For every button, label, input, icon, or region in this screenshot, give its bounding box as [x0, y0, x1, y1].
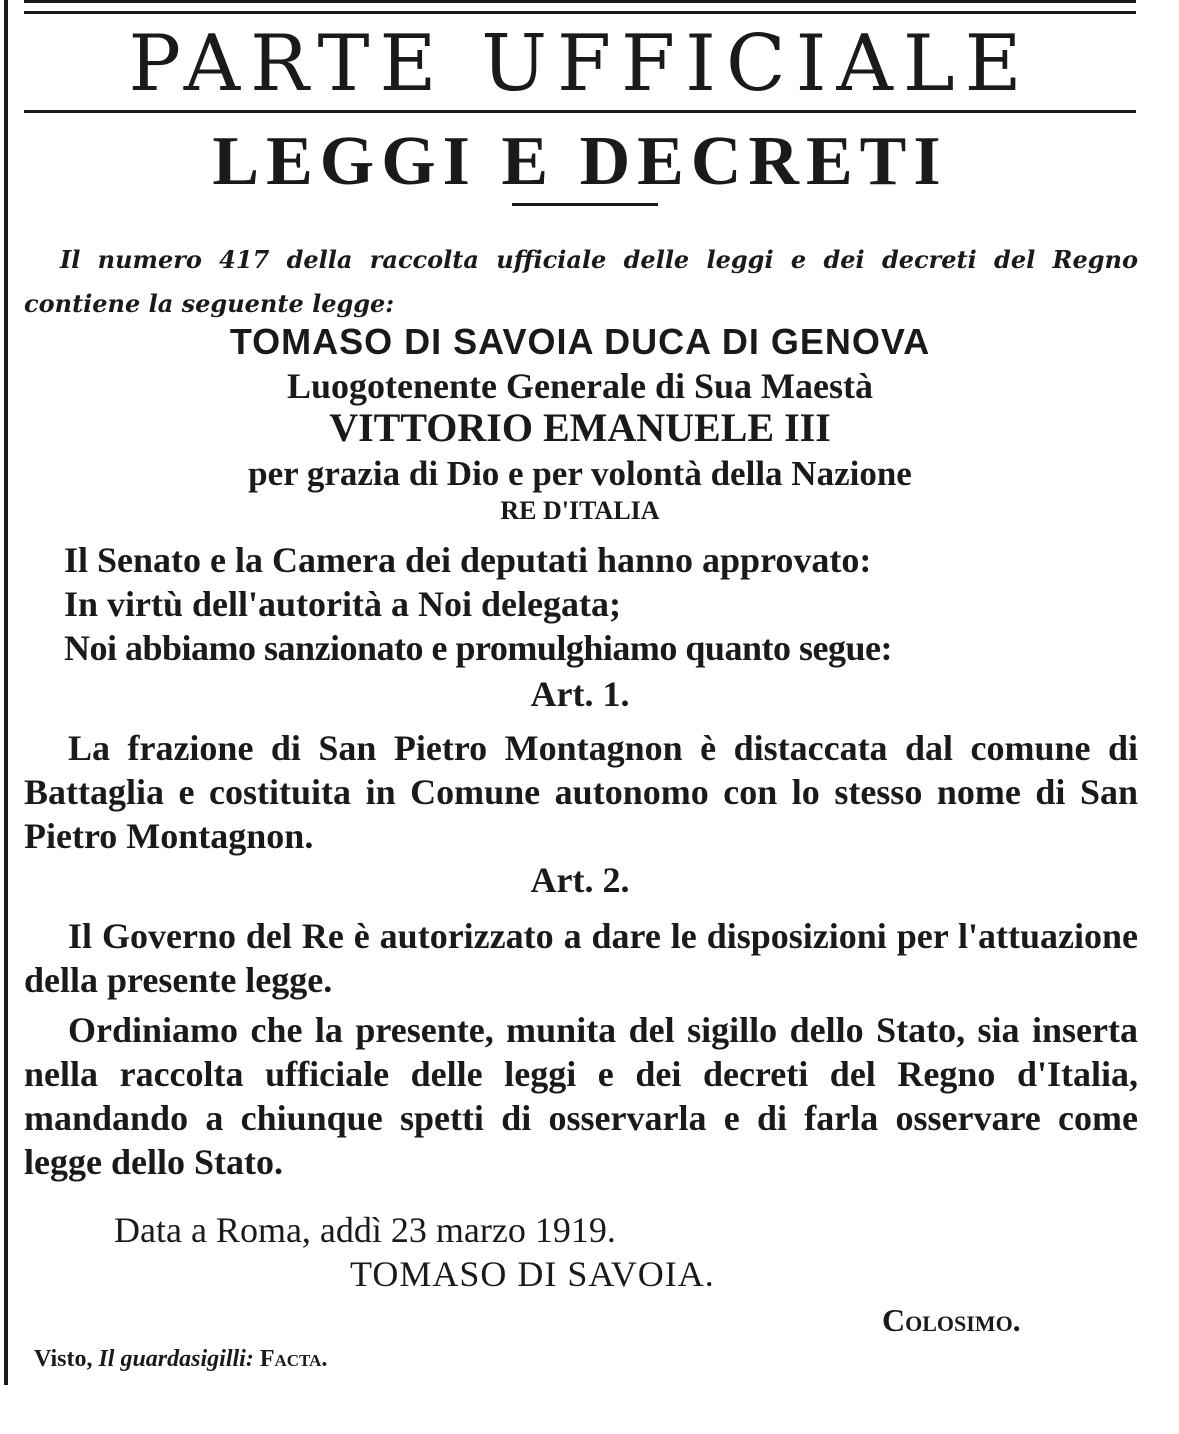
date-line: Data a Roma, addì 23 marzo 1919. — [114, 1210, 616, 1250]
article-1-text: La frazione di San Pietro Montagnon è distaccata dal comune di Battaglia e costituita in Comune autonomo con lo stesso nome di San Pietro Montagnon. — [24, 728, 1138, 856]
left-column-rule — [4, 0, 8, 1385]
regent-name: TOMASO DI SAVOIA DUCA DI GENOVA — [229, 321, 931, 362]
visa-role: Il guardasigilli: — [98, 1346, 254, 1372]
section-title: PARTE UFFICIALE — [128, 19, 1032, 109]
intro-paragraph: Il numero 417 della raccolta ufficiale delle leggi e dei decreti del Regno contiene la seguente legge: — [24, 245, 1138, 318]
king-name: VITTORIO EMANUELE III — [329, 405, 831, 450]
countersignature: Colosimo. — [882, 1302, 1021, 1338]
article-1-heading: Art. 1. — [530, 674, 630, 714]
visa-line — [34, 1342, 327, 1376]
signature: TOMASO DI SAVOIA. — [350, 1254, 715, 1294]
title-rule — [24, 110, 1136, 113]
article-2-text: Il Governo del Re è autorizzato a dare le disposizioni per l'attuazione della presente legge. — [24, 916, 1138, 1000]
article-2-heading: Art. 2. — [530, 860, 630, 900]
enacting-line-1: Il Senato e la Camera dei deputati hanno approvato: — [64, 540, 872, 580]
subsection-rule — [512, 203, 658, 206]
regent-title: Luogotenente Generale di Sua Maestà — [287, 366, 873, 406]
closing-paragraph: Ordiniamo che la presente, munita del sigillo dello Stato, sia inserta nella raccolta ufficiale delle leggi e dei decreti del Regno d'Italia, mandando a chiunque spetti di osservarla e di farla osservare come legge dello Stato. — [24, 1010, 1138, 1182]
top-double-rule — [24, 0, 1136, 14]
enacting-line-2: In virtù dell'autorità a Noi delegata; — [64, 584, 621, 624]
subsection-title: LEGGI E DECRETI — [212, 123, 948, 200]
realm-line: RE D'ITALIA — [500, 496, 660, 525]
formula-line: per grazia di Dio e per volontà della Nazione — [248, 454, 912, 493]
enacting-line-3: Noi abbiamo sanzionato e promulghiamo quanto segue: — [64, 628, 892, 668]
visa-label: Visto, — [34, 1346, 93, 1372]
visa-name: Facta. — [259, 1346, 328, 1372]
